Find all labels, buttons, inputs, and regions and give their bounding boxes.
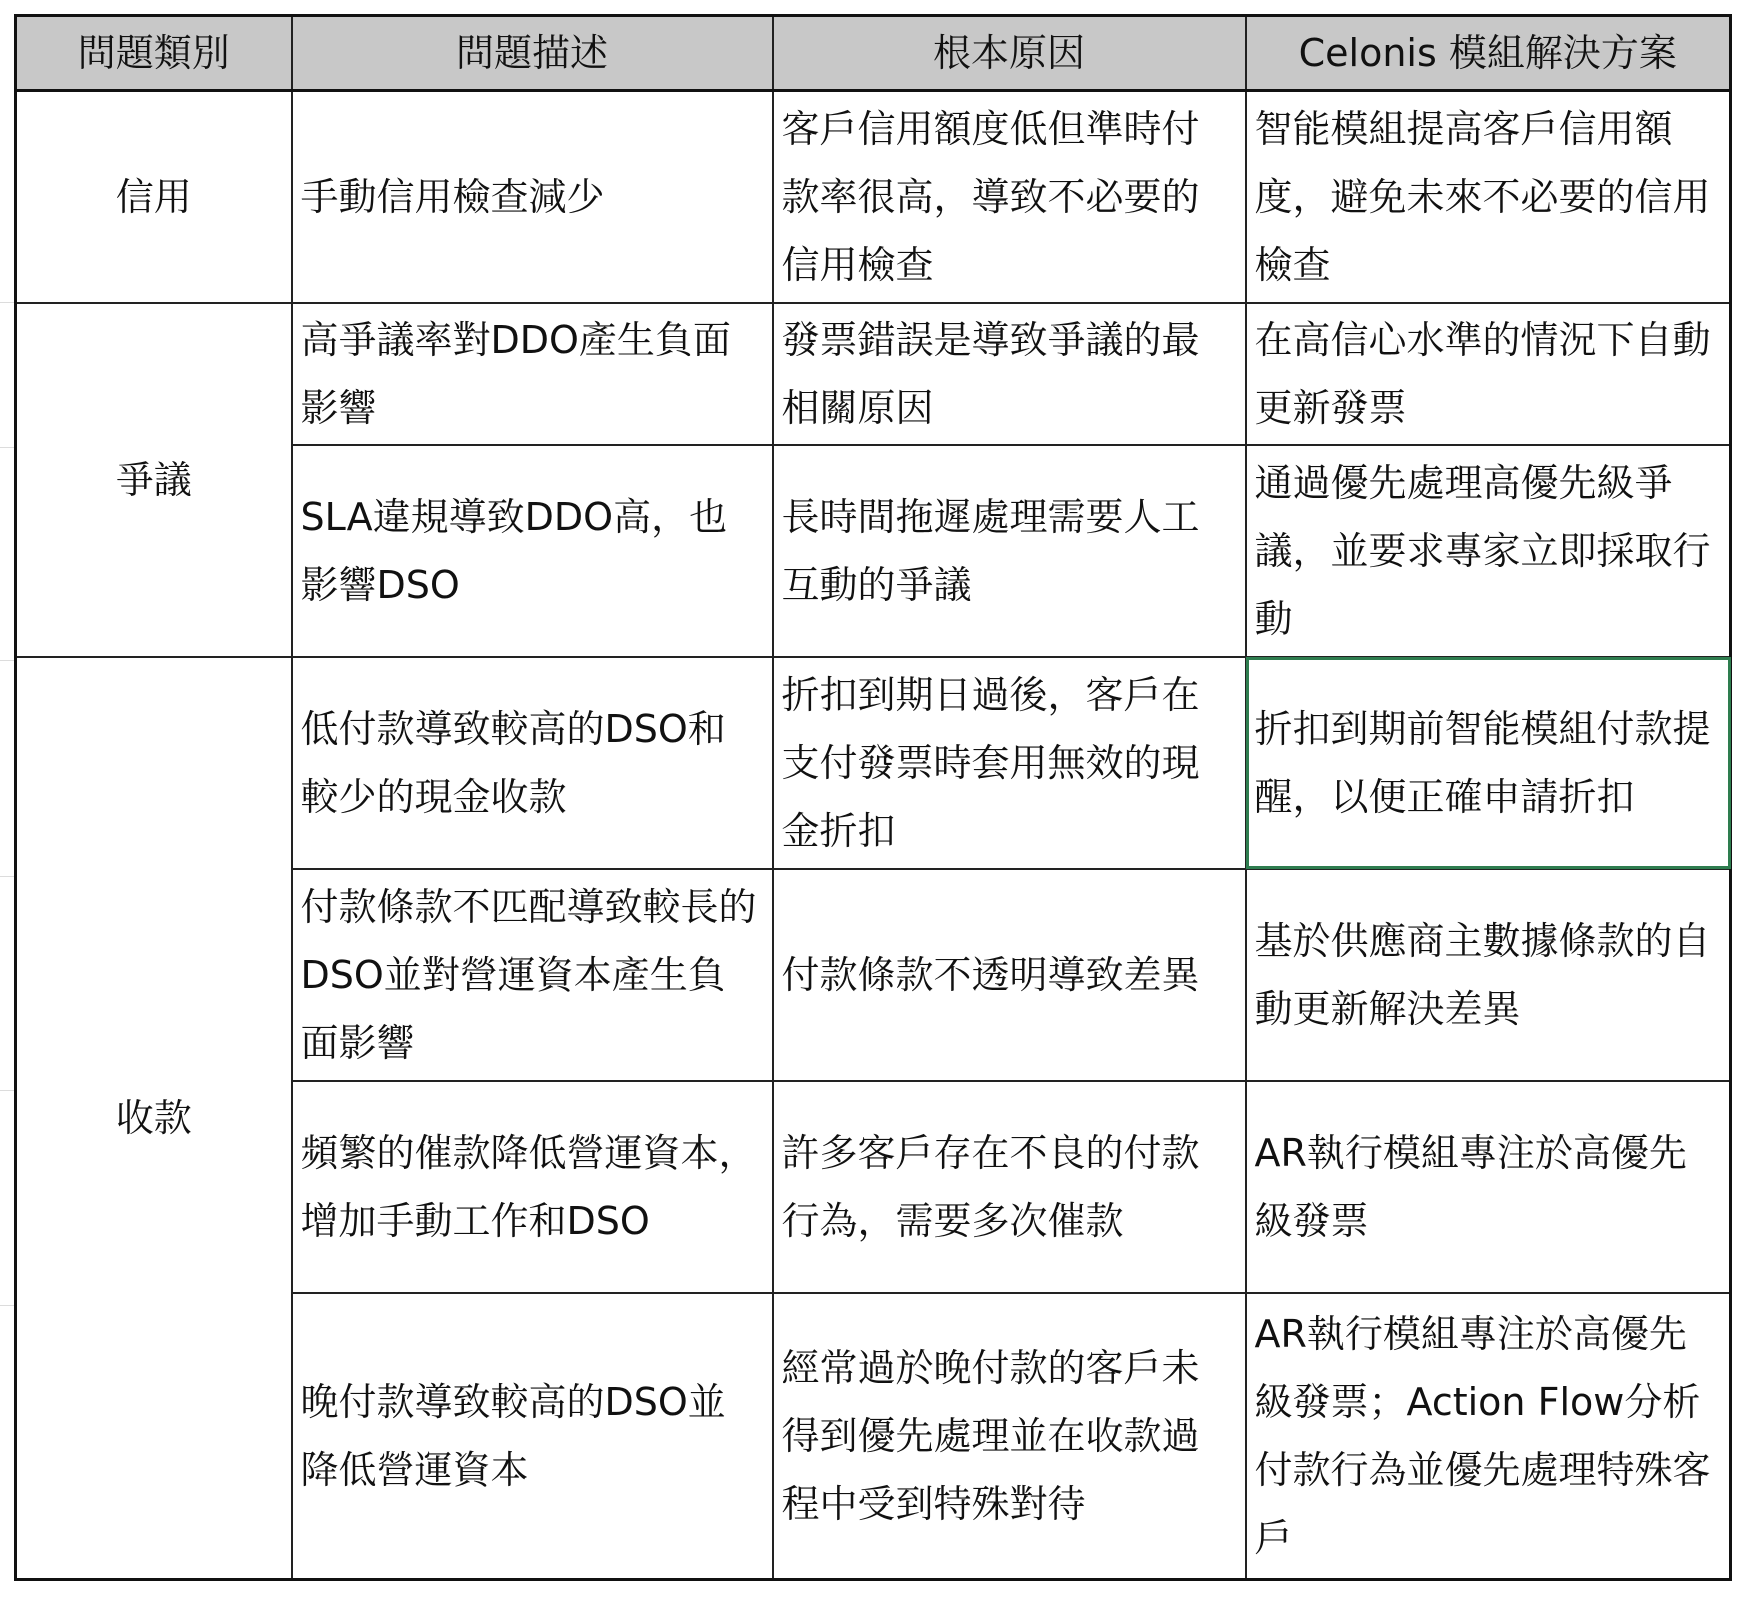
solution-cell-selected[interactable]: 折扣到期前智能模組付款提醒，以便正確申請折扣 (1246, 657, 1731, 869)
header-root-cause[interactable]: 根本原因 (773, 16, 1246, 91)
category-cell-dispute[interactable]: 爭議 (16, 303, 292, 657)
category-cell-credit[interactable]: 信用 (16, 91, 292, 304)
header-description[interactable]: 問題描述 (292, 16, 773, 91)
solution-cell[interactable]: 在高信心水準的情況下自動更新發票 (1246, 303, 1731, 445)
root-cause-cell[interactable]: 許多客戶存在不良的付款行為，需要多次催款 (773, 1081, 1246, 1293)
description-cell[interactable]: 晚付款導致較高的DSO並降低營運資本 (292, 1293, 773, 1580)
header-solution[interactable]: Celonis 模組解決方案 (1246, 16, 1731, 91)
description-cell[interactable]: SLA違規導致DDO高，也影響DSO (292, 445, 773, 657)
root-cause-cell[interactable]: 發票錯誤是導致爭議的最相關原因 (773, 303, 1246, 445)
description-cell[interactable]: 高爭議率對DDO產生負面影響 (292, 303, 773, 445)
table-row (16, 91, 1731, 304)
root-cause-cell[interactable]: 折扣到期日過後，客戶在支付發票時套用無效的現金折扣 (773, 657, 1246, 869)
sheet-gridline (0, 447, 14, 448)
description-cell[interactable]: 低付款導致較高的DSO和較少的現金收款 (292, 657, 773, 869)
header-category[interactable]: 問題類別 (16, 16, 292, 91)
category-cell-collection[interactable]: 收款 (16, 657, 292, 1580)
issues-table (14, 14, 1732, 1581)
solution-cell[interactable]: AR執行模組專注於高優先級發票；Action Flow分析付款行為並優先處理特殊客戶 (1246, 1293, 1731, 1580)
solution-cell[interactable]: 通過優先處理高優先級爭議，並要求專家立即採取行動 (1246, 445, 1731, 657)
sheet-gridline (0, 1090, 14, 1091)
description-cell[interactable]: 頻繁的催款降低營運資本，增加手動工作和DSO (292, 1081, 773, 1293)
sheet-gridline (0, 1305, 14, 1306)
solution-cell[interactable]: 智能模組提高客戶信用額度，避免未來不必要的信用檢查 (1246, 91, 1731, 304)
table-row (16, 303, 1731, 445)
root-cause-cell[interactable]: 經常過於晚付款的客戶未得到優先處理並在收款過程中受到特殊對待 (773, 1293, 1246, 1580)
solution-cell[interactable]: AR執行模組專注於高優先級發票 (1246, 1081, 1731, 1293)
description-cell[interactable]: 手動信用檢查減少 (292, 91, 773, 304)
sheet-gridline (0, 876, 14, 877)
table-row (16, 657, 1731, 869)
root-cause-cell[interactable]: 客戶信用額度低但準時付款率很高，導致不必要的信用檢查 (773, 91, 1246, 304)
sheet-gridline (0, 302, 14, 303)
solution-cell[interactable]: 基於供應商主數據條款的自動更新解決差異 (1246, 869, 1731, 1081)
description-cell[interactable]: 付款條款不匹配導致較長的DSO並對營運資本產生負面影響 (292, 869, 773, 1081)
sheet-gridline (0, 660, 14, 661)
root-cause-cell[interactable]: 付款條款不透明導致差異 (773, 869, 1246, 1081)
header-row (16, 16, 1731, 91)
root-cause-cell[interactable]: 長時間拖遲處理需要人工互動的爭議 (773, 445, 1246, 657)
